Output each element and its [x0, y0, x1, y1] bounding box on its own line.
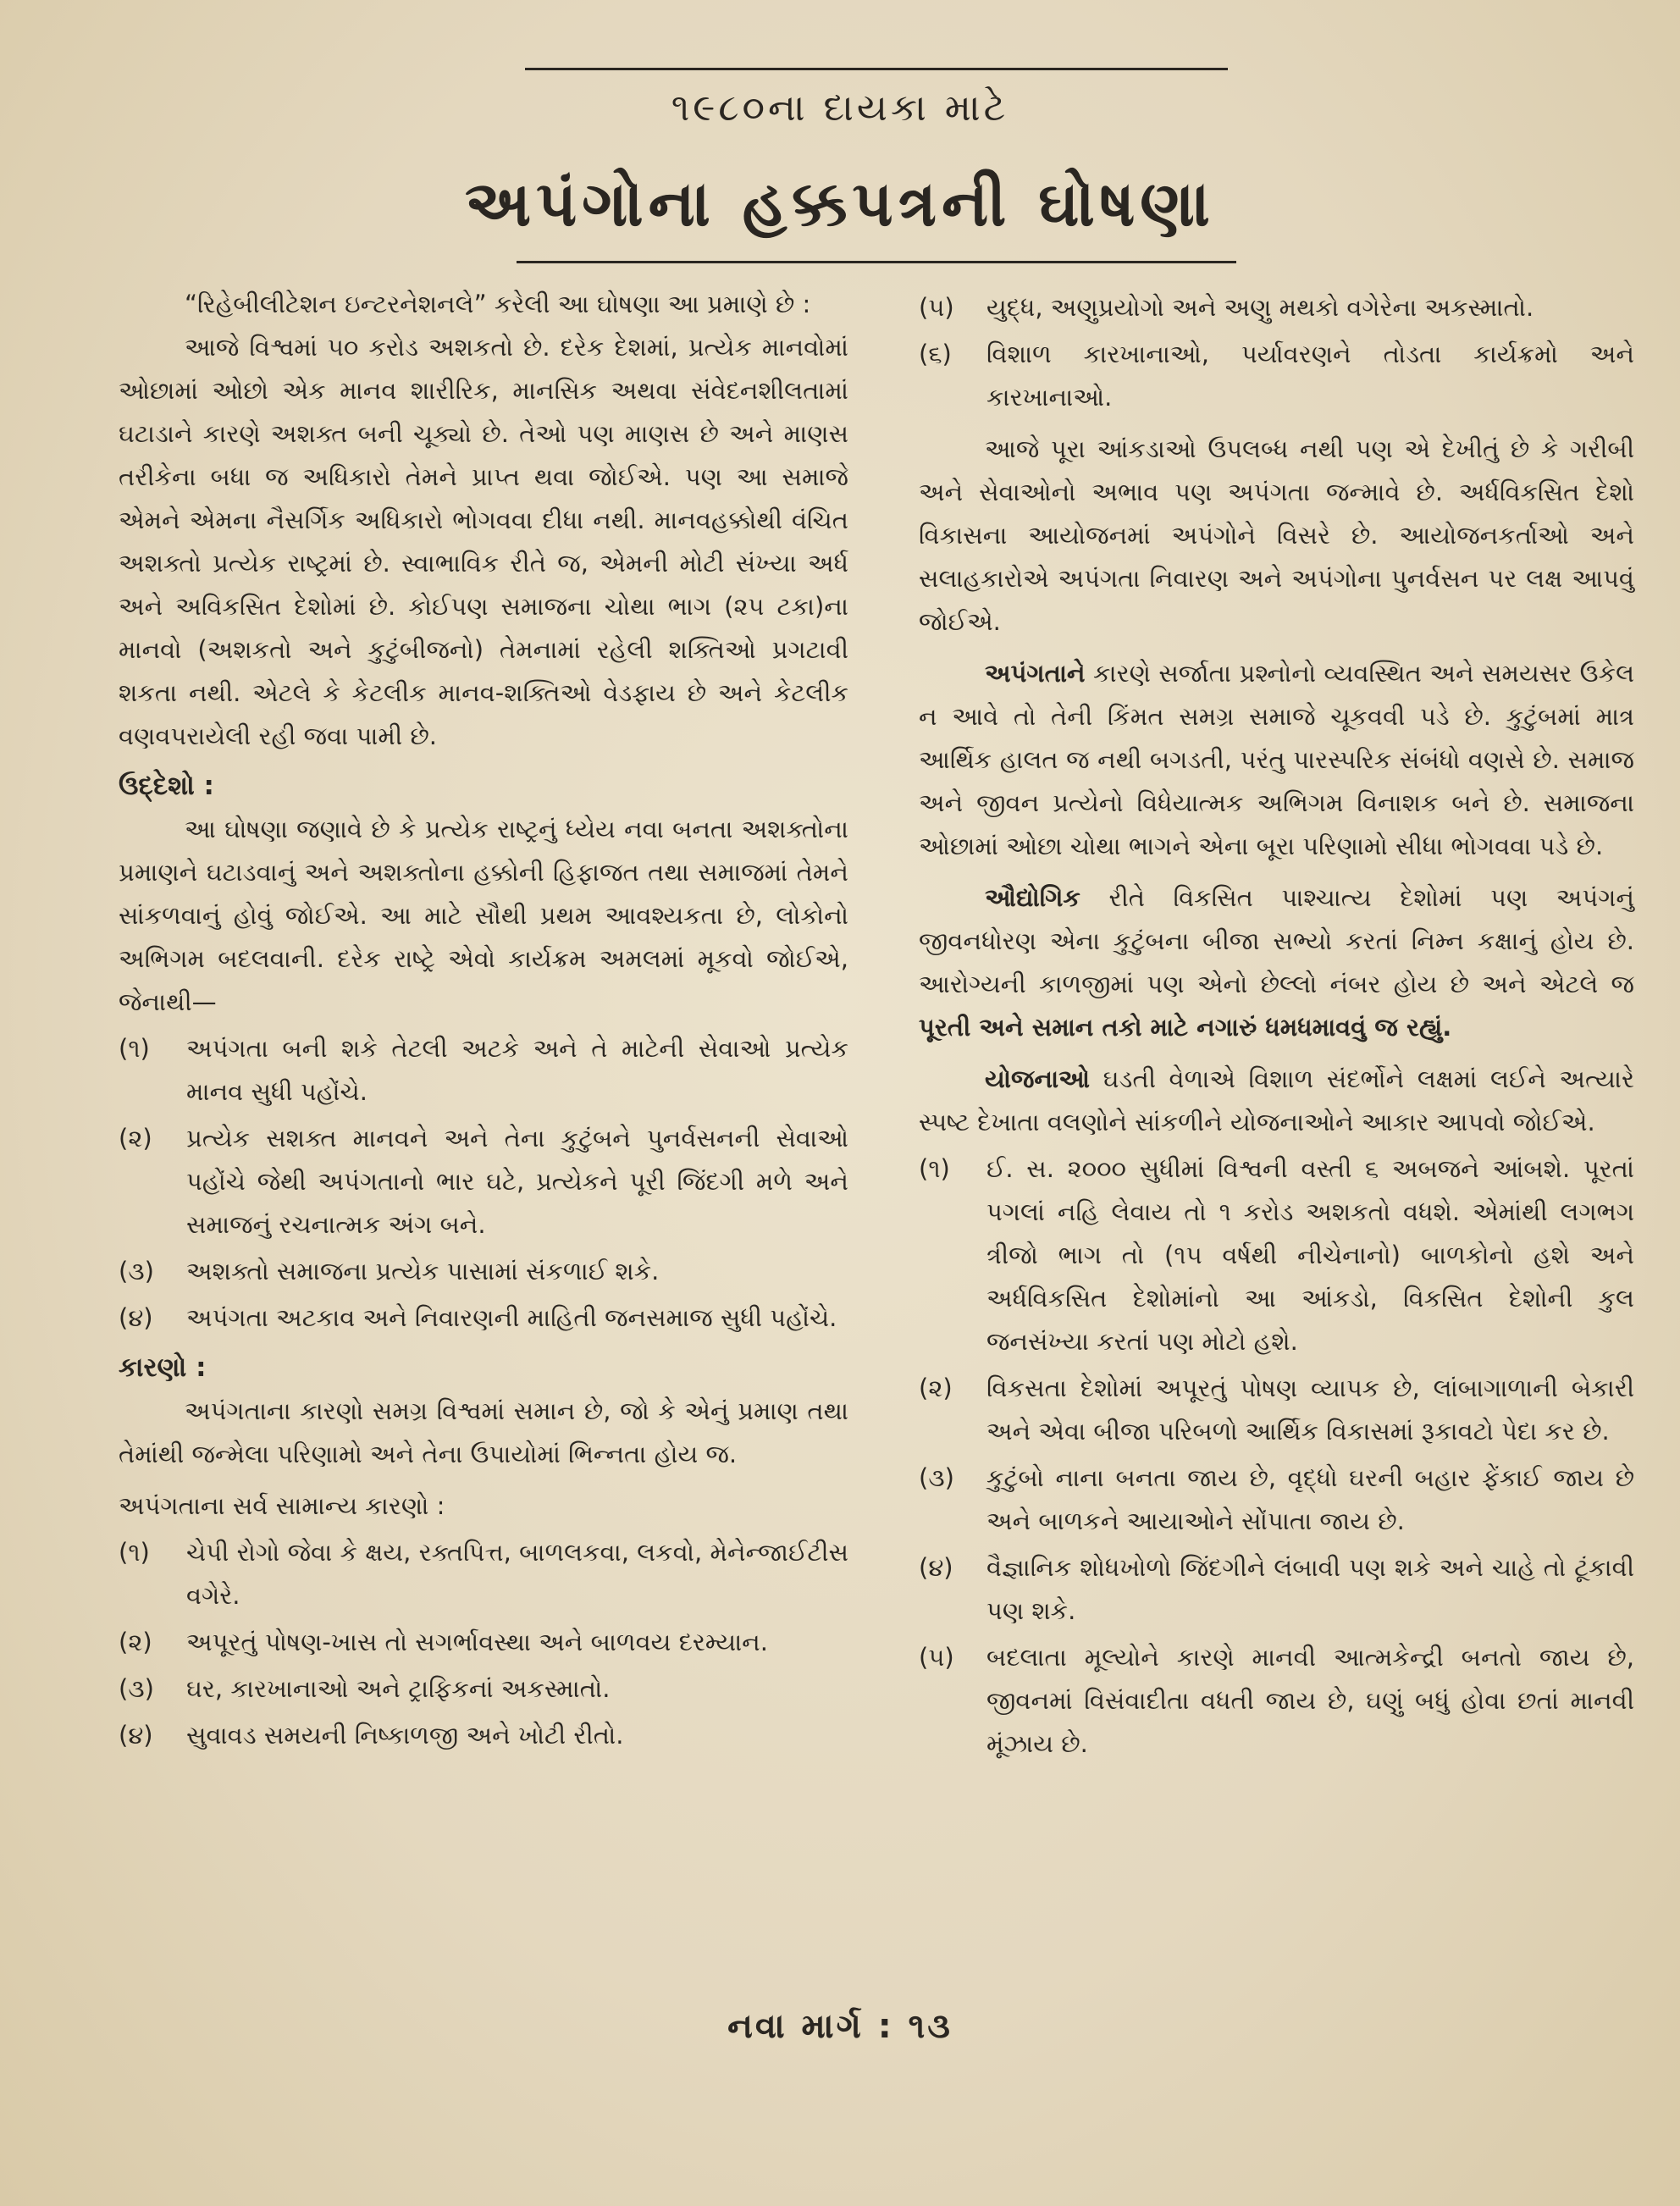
cause-number: (૫): [919, 293, 954, 322]
paragraph-lead-word: ઔદ્યોગિક: [985, 883, 1080, 912]
paragraph-body: ઘડતી વેળાએ વિશાળ સંદર્ભોને લક્ષમાં લઈને અત્યારે સ્પષ્ટ દેખાતા વલણોને સાંકળીને યોજનાઓને આકાર આપવો જોઈએ.: [919, 1064, 1634, 1136]
causes-heading: કારણો :: [119, 1352, 207, 1383]
cause-item: [919, 333, 1634, 419]
paragraph-poverty: આજે પૂરા આંકડાઓ ઉપલબ્ધ નથી પણ એ દેખીતું છે કે ગરીબી અને સેવાઓનો અભાવ પણ અપંગતા જન્માવે છે. અર્ધવિકસિત દેશો વિકાસના આયોજનમાં અપંગોને વિસરે છે. આયોજનકર્તાઓ અને સલાહકારોએ અપંગતા નિવારણ અને અપંગોના પુનર્વસન પર લક્ષ આપવું જોઈએ.: [919, 434, 1634, 636]
trend-text: વૈજ્ઞાનિક શોધખોળો જિંદગીને લંબાવી પણ શકે અને ચાહે તો ટૂંકાવી પણ શકે.: [986, 1553, 1634, 1625]
paragraph-lead-word: અપંગતાને: [985, 659, 1086, 688]
objectives-heading: ઉદ્દેશો :: [119, 771, 214, 801]
trend-number: (૫): [919, 1643, 954, 1672]
trend-text: બદલાતા મૂલ્યોને કારણે માનવી આત્મકેન્દ્રી બનતો જાય છે, જીવનમાં વિસંવાદીતા વધતી જાય છે, ઘણું બધું હોવા છતાં માનવી મૂંઝાય છે.: [986, 1643, 1634, 1758]
objective-item: [119, 1027, 848, 1114]
trend-item: [919, 1457, 1634, 1543]
cause-item: [919, 286, 1634, 329]
left-column: [119, 283, 848, 1757]
cause-text: અપૂરતું પોષણ-ખાસ તો સગર્ભાવસ્થા અને બાળવય દરમ્યાન.: [186, 1628, 769, 1656]
cause-item: [119, 1621, 848, 1664]
trend-item: [919, 1367, 1634, 1453]
trend-number: (૪): [919, 1553, 953, 1582]
common-causes-heading: અપંગતાના સર્વ સામાન્ય કારણો :: [119, 1491, 445, 1520]
paragraph-body: કારણે સર્જાતા પ્રશ્નોનો વ્યવસ્થિત અને સમયસર ઉકેલ ન આવે તો તેની કિંમત સમગ્ર સમાજે ચૂકવવી પડે છે. કુટુંબમાં માત્ર આર્થિક હાલત જ નથી બગડતી, પરંતુ પારસ્પરિક સંબંધો વણસે છે. સમાજ અને જીવન પ્રત્યેનો વિધેયાત્મક અભિગમ વિનાશક બને છે. સમાજના ઓછામાં ઓછા ચોથા ભાગને એના બૂરા પરિણામો સીધા ભોગવવા પડે છે.: [919, 659, 1634, 860]
cause-item: [119, 1531, 848, 1617]
trend-text: કુટુંબો નાના બનતા જાય છે, વૃદ્ધો ઘરની બહાર ફેંકાઈ જાય છે અને બાળકને આયાઓને સોંપાતા જાય છે.: [986, 1463, 1634, 1535]
trend-number: (૩): [919, 1463, 954, 1492]
cause-item: [119, 1667, 848, 1711]
objective-number: (૩): [119, 1257, 154, 1285]
objective-text: અશક્તો સમાજના પ્રત્યેક પાસામાં સંકળાઈ શકે.: [186, 1257, 660, 1285]
article-kicker: ૧૯૮૦ના દાયકા માટે: [671, 86, 1009, 130]
cause-text: ચેપી રોગો જેવા કે ક્ષય, રક્તપિત્ત, બાળલકવા, લકવો, મેનેન્જાઈટીસ વગેરે.: [186, 1538, 848, 1610]
page-footer: નવા માર્ગ : ૧૩: [727, 2007, 953, 2046]
objective-text: અપંગતા બની શકે તેટલી અટકે અને તે માટેની સેવાઓ પ્રત્યેક માનવ સુધી પહોંચે.: [186, 1034, 848, 1106]
paragraph-disabled-stats: આજે વિશ્વમાં ૫૦ કરોડ અશકતો છે. દરેક દેશમાં, પ્રત્યેક માનવોમાં ઓછામાં ઓછો એક માનવ શારીરિક, માનસિક અથવા સંવેદનશીલતામાં ઘટાડાને કારણે અશક્ત બની ચૂક્યો છે. તેઓ પણ માણસ છે અને માણસ તરીકેના બધા જ અધિકારો તેમને પ્રાપ્ત થવા જોઈએ. પણ આ સમાજે એમને એમના નૈસર્ગિક અધિકારો ભોગવવા દીધા નથી. માનવહક્કોથી વંચિત અશક્તો પ્રત્યેક રાષ્ટ્રમાં છે. સ્વાભાવિક રીતે જ, એમની મોટી સંખ્યા અર્ધ અને અવિકસિત દેશોમાં છે. કોઈપણ સમાજના ચોથા ભાગ (૨૫ ટકા)ના માનવો (અશકતો અને કુટુંબીજનો) તેમનામાં રહેલી શક્તિઓ પ્રગટાવી શકતા નથી. એટલે કે કેટલીક માનવ-શક્તિઓ વેડફાય છે અને કેટલીક વણવપરાયેલી રહી જવા પામી છે.: [119, 333, 848, 750]
right-column: [919, 283, 1634, 1766]
cause-text: યુદ્ધ, અણુપ્રયોગો અને અણુ મથકો વગેરેના અકસ્માતો.: [986, 293, 1534, 322]
objective-item: [119, 1297, 848, 1340]
cause-number: (૧): [119, 1538, 150, 1567]
paragraph-lead-word: યોજનાઓ: [985, 1064, 1091, 1093]
article-title: અપંગોના હક્કપત્રની ઘોષણા: [465, 168, 1215, 241]
paragraph-causes: અપંગતાના કારણો સમગ્ર વિશ્વમાં સમાન છે, જો કે એનું પ્રમાણ તથા તેમાંથી જન્મેલા પરિણામો અને તેના ઉપાયોમાં ભિન્નતા હોય જ.: [119, 1396, 848, 1468]
paragraph-objectives: આ ઘોષણા જણાવે છે કે પ્રત્યેક રાષ્ટ્રનું ધ્યેય નવા બનતા અશક્તોના પ્રમાણને ઘટાડવાનું અને અશક્તોના હક્કોની હિફાજત તથા સમાજમાં તેમને સાંકળવાનું હોવું જોઈએ. આ માટે સૌથી પ્રથમ આવશ્યકતા છે, લોકોનો અભિગમ બદલવાની. દરેક રાષ્ટ્રે એવો કાર્યક્રમ અમલમાં મૂકવો જોઈએ, જેનાથી—: [119, 815, 848, 1016]
trend-number: (૨): [919, 1374, 953, 1402]
title-rule: [517, 261, 1236, 263]
trend-text: ઈ. સ. ૨૦૦૦ સુધીમાં વિશ્વની વસ્તી ૬ અબજને આંબશે. પૂરતાં પગલાં નહિ લેવાય તો ૧ કરોડ અશકતો વધશે. એમાંથી લગભગ ત્રીજો ભાગ તો (૧૫ વર્ષથી નીચેનાનો) બાળકોનો હશે અને અર્ધવિકસિત દેશોમાંનો આ આંકડો, વિકસિત દેશોની કુલ જનસંખ્યા કરતાં પણ મોટો હશે.: [986, 1154, 1634, 1356]
trend-item: [919, 1636, 1634, 1766]
objective-text: પ્રત્યેક સશક્ત માનવને અને તેના કુટુંબને પુનર્વસનની સેવાઓ પહોંચે જેથી અપંગતાનો ભાર ઘટે, પ્રત્યેકને પૂરી જિંદગી મળે અને સમાજનું રચનાત્મક અંગ બને.: [186, 1124, 848, 1239]
cause-text: સુવાવડ સમયની નિષ્કાળજી અને ખોટી રીતો.: [186, 1721, 624, 1750]
cause-number: (૪): [119, 1721, 153, 1750]
top-rule: [525, 68, 1228, 70]
trend-item: [919, 1546, 1634, 1633]
paragraph-western-countries: [919, 876, 1634, 1049]
cause-text: વિશાળ કારખાનાઓ, પર્યાવરણને તોડતા કાર્યક્રમો અને કારખાનાઓ.: [986, 340, 1634, 412]
intro-paragraph: “રિહેબીલીટેશન ઇન્ટરનેશનલે” કરેલી આ ઘોષણા આ પ્રમાણે છે :: [185, 290, 811, 318]
cause-number: (૩): [119, 1674, 154, 1703]
cause-number: (૬): [919, 340, 952, 368]
objective-item: [119, 1250, 848, 1293]
objective-number: (૪): [119, 1303, 153, 1332]
objective-text: અપંગતા અટકાવ અને નિવારણની માહિતી જનસમાજ સુધી પહોંચે.: [186, 1303, 837, 1332]
paragraph-emphasis: પૂરતી અને સમાન તકો માટે નગારું ધમધમાવવું જ રહ્યું.: [919, 1013, 1452, 1042]
trend-text: વિકસતા દેશોમાં અપૂરતું પોષણ વ્યાપક છે, લાંબાગાળાની બેકારી અને એવા બીજા પરિબળો આર્થિક વિકાસમાં રૂકાવટો પેદા કર છે.: [986, 1374, 1634, 1446]
trend-number: (૧): [919, 1154, 950, 1183]
cause-number: (૨): [119, 1628, 152, 1656]
objective-item: [119, 1117, 848, 1247]
objective-number: (૧): [119, 1034, 150, 1063]
paragraph-body: રીતે વિકસિત પાશ્ચાત્ય દેશોમાં પણ અપંગનું જીવનધોરણ એના કુટુંબના બીજા સભ્યો કરતાં નિમ્ન કક્ષાનું હોય છે. આરોગ્યની કાળજીમાં પણ એનો છેલ્લો નંબર હોય છે અને એટલે જ: [919, 883, 1634, 998]
paragraph-planning: [919, 1058, 1634, 1144]
objective-number: (૨): [119, 1124, 152, 1153]
trend-item: [919, 1147, 1634, 1363]
cause-item: [119, 1714, 848, 1757]
paragraph-consequences: [919, 652, 1634, 868]
cause-text: ઘર, કારખાનાઓ અને ટ્રાફિકનાં અકસ્માતો.: [186, 1674, 611, 1703]
